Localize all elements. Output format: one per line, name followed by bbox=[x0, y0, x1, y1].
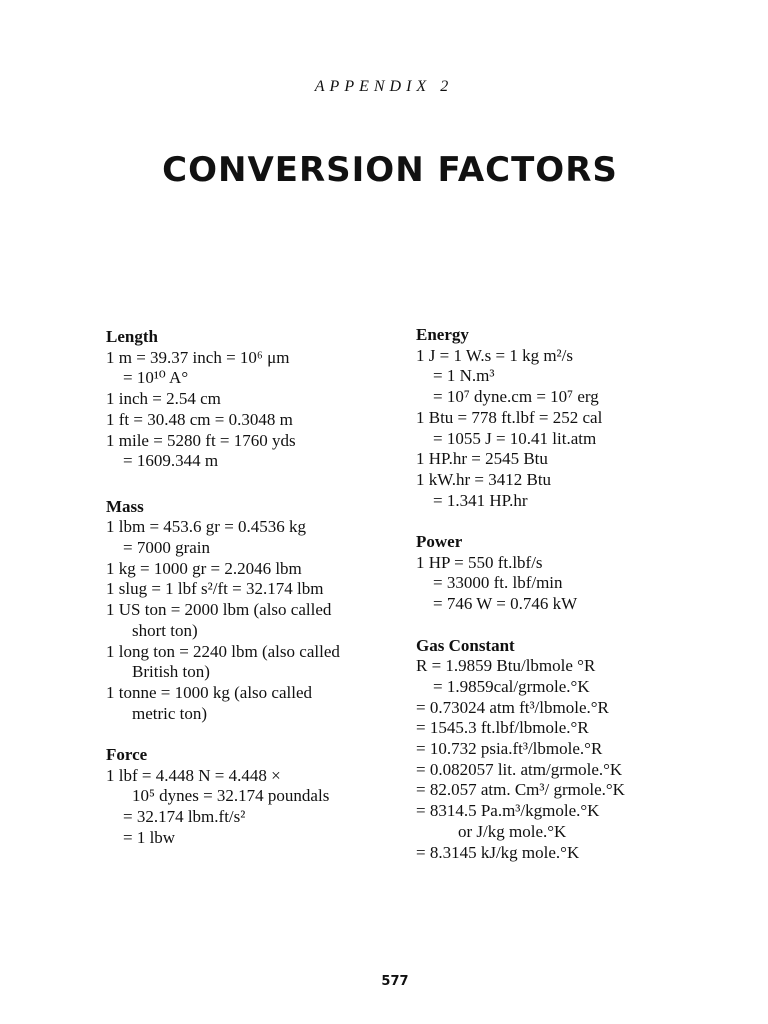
appendix-label: APPENDIX 2 bbox=[314, 78, 454, 95]
gas-constant-line: = 10.732 psia.ft³/lbmole.°R bbox=[416, 739, 603, 759]
mass-line: 1 US ton = 2000 lbm (also called bbox=[106, 600, 332, 620]
mass-line: British ton) bbox=[132, 662, 210, 682]
mass-line: = 7000 grain bbox=[123, 538, 211, 558]
energy-line: = 1055 J = 10.41 lit.atm bbox=[433, 428, 597, 448]
section-heading-gas-constant: Gas Constant bbox=[416, 635, 515, 655]
mass-line: 1 tonne = 1000 kg (also called bbox=[106, 682, 312, 702]
energy-line: 1 J = 1 W.s = 1 kg m²/s bbox=[416, 345, 573, 365]
section-heading-mass: Mass bbox=[106, 496, 144, 516]
right-column bbox=[416, 325, 716, 863]
energy-line: 1 kW.hr = 3412 Btu bbox=[416, 469, 552, 489]
force-line: 10⁵ dynes = 32.174 poundals bbox=[132, 786, 330, 806]
section-heading-force: Force bbox=[106, 745, 148, 765]
length-line: 1 ft = 30.48 cm = 0.3048 m bbox=[106, 409, 293, 429]
page-title: CONVERSION FACTORS bbox=[162, 150, 618, 190]
gas-constant-line: = 0.082057 lit. atm/grmole.°K bbox=[416, 759, 623, 779]
page-number: 577 bbox=[381, 974, 409, 989]
length-line: = 10¹⁰ A° bbox=[123, 368, 189, 388]
gas-constant-line: or J/kg mole.°K bbox=[458, 821, 567, 841]
force-line: = 1 lbw bbox=[123, 827, 176, 847]
gas-constant-line: = 0.73024 atm ft³/lbmole.°R bbox=[416, 697, 609, 717]
length-line: 1 inch = 2.54 cm bbox=[106, 389, 221, 409]
force-line: 1 lbf = 4.448 N = 4.448 × bbox=[106, 765, 281, 785]
force-line: = 32.174 lbm.ft/s² bbox=[123, 807, 246, 827]
gas-constant-line: = 8.3145 kJ/kg mole.°K bbox=[416, 842, 580, 862]
section-heading-power: Power bbox=[416, 532, 463, 552]
length-line: = 1609.344 m bbox=[123, 451, 219, 471]
power-line: = 33000 ft. lbf/min bbox=[433, 573, 563, 593]
length-line: 1 m = 39.37 inch = 10⁶ μm bbox=[106, 347, 290, 367]
energy-line: = 1 N.m³ bbox=[433, 366, 495, 386]
length-line: 1 mile = 5280 ft = 1760 yds bbox=[106, 430, 296, 450]
gas-constant-line: = 8314.5 Pa.m³/kgmole.°K bbox=[416, 801, 600, 821]
left-column bbox=[106, 327, 406, 849]
gas-constant-line: = 1.9859cal/grmole.°K bbox=[433, 676, 590, 696]
section-heading-length: Length bbox=[106, 327, 158, 346]
mass-line: short ton) bbox=[132, 620, 198, 640]
energy-line: = 10⁷ dyne.cm = 10⁷ erg bbox=[433, 387, 599, 407]
mass-line: 1 lbm = 453.6 gr = 0.4536 kg bbox=[106, 517, 307, 537]
mass-line: metric ton) bbox=[132, 703, 208, 723]
gas-constant-line: = 82.057 atm. Cm³/ grmole.°K bbox=[416, 780, 625, 800]
energy-line: = 1.341 HP.hr bbox=[433, 490, 528, 510]
mass-line: 1 slug = 1 lbf s²/ft = 32.174 lbm bbox=[106, 579, 324, 599]
section-heading-energy: Energy bbox=[416, 325, 469, 344]
gas-constant-line: R = 1.9859 Btu/lbmole °R bbox=[416, 656, 596, 676]
power-line: = 746 W = 0.746 kW bbox=[433, 594, 578, 614]
mass-line: 1 kg = 1000 gr = 2.2046 lbm bbox=[106, 558, 302, 578]
energy-line: 1 HP.hr = 2545 Btu bbox=[416, 449, 548, 469]
gas-constant-line: = 1545.3 ft.lbf/lbmole.°R bbox=[416, 718, 589, 738]
mass-line: 1 long ton = 2240 lbm (also called bbox=[106, 641, 340, 661]
power-line: 1 HP = 550 ft.lbf/s bbox=[416, 552, 543, 572]
energy-line: 1 Btu = 778 ft.lbf = 252 cal bbox=[416, 407, 603, 427]
